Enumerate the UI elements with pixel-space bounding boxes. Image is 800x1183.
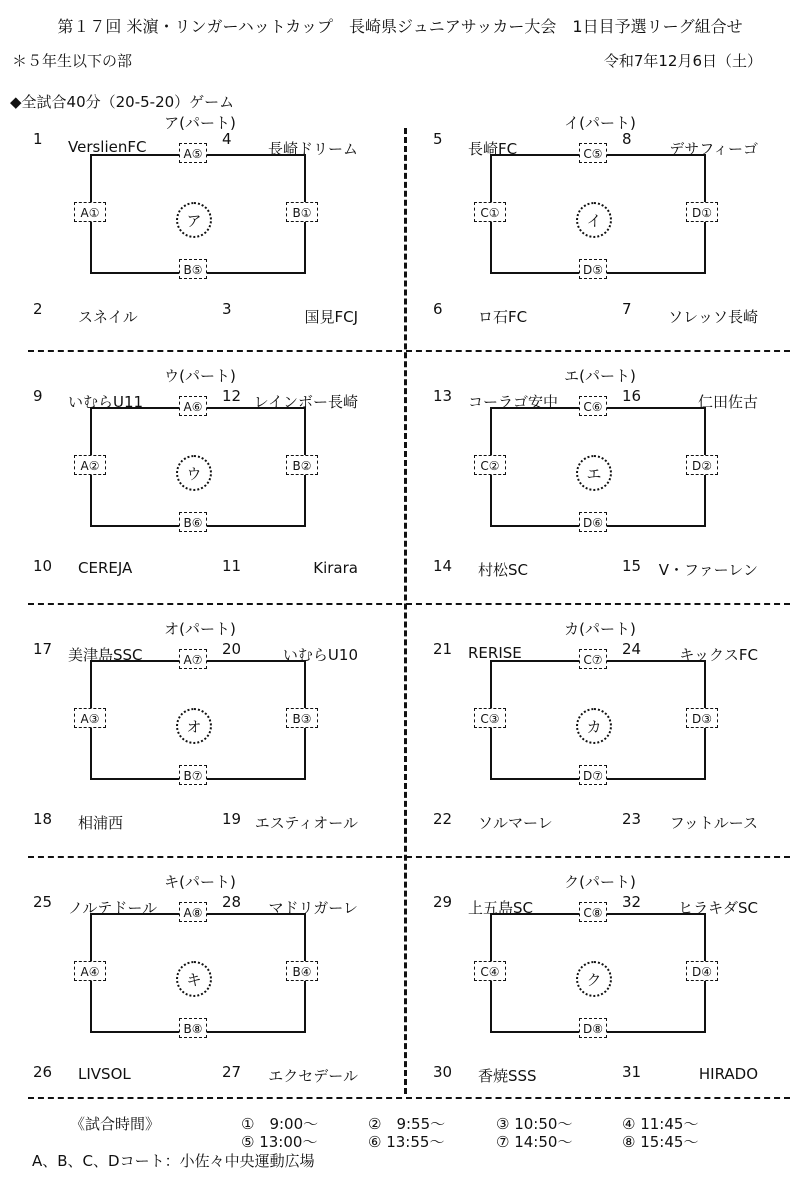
group-center-label: エ <box>576 455 612 491</box>
team-name: 国見FCJ <box>304 308 358 326</box>
team-name: VerslienFC <box>68 138 147 156</box>
team-name: Kirara <box>313 559 358 577</box>
court-marker: B⑥ <box>179 512 207 532</box>
event-date: 令和7年12月6日（土） <box>603 52 762 70</box>
group-center-label: オ <box>176 708 212 744</box>
team-number: 9 <box>33 387 43 405</box>
team-number: 5 <box>433 130 443 148</box>
group-title: キ(パート) <box>164 873 236 891</box>
team-number: 16 <box>622 387 642 405</box>
team-name: LIVSOL <box>78 1065 131 1083</box>
time-slot: ⑦ 14:50～ <box>496 1133 573 1151</box>
team-number: 2 <box>33 300 43 318</box>
court-marker: A⑥ <box>179 396 207 416</box>
group-center-label: イ <box>576 202 612 238</box>
court-marker: D③ <box>686 708 718 728</box>
court-marker: B⑧ <box>179 1018 207 1038</box>
match-format: ◆全試合40分（20-5-20）ゲーム <box>10 93 235 111</box>
court-marker: A① <box>74 202 106 222</box>
time-slot: ⑧ 15:45～ <box>622 1133 699 1151</box>
team-name: エクセデール <box>268 1067 358 1085</box>
team-name: レインボー長崎 <box>253 393 358 411</box>
team-name: V・ファーレン <box>658 561 758 579</box>
court-marker: A④ <box>74 961 106 981</box>
team-number: 18 <box>33 810 53 828</box>
team-number: 26 <box>33 1063 53 1081</box>
court-marker: B⑦ <box>179 765 207 785</box>
time-slot: ② 9:55～ <box>368 1115 446 1133</box>
team-number: 1 <box>33 130 43 148</box>
team-number: 25 <box>33 893 53 911</box>
team-name: CEREJA <box>78 559 133 577</box>
team-number: 23 <box>622 810 642 828</box>
court-marker: D② <box>686 455 718 475</box>
team-number: 32 <box>622 893 642 911</box>
court-marker: C⑤ <box>579 143 607 163</box>
group-center-label: ウ <box>176 455 212 491</box>
team-name: 香焼SSS <box>478 1067 537 1085</box>
court-marker: D① <box>686 202 718 222</box>
category-label: ＊５年生以下の部 <box>12 52 133 70</box>
team-name: ノルテドール <box>68 899 158 917</box>
court-marker: B① <box>286 202 318 222</box>
team-number: 22 <box>433 810 453 828</box>
court-marker: C⑥ <box>579 396 607 416</box>
team-name: HIRADO <box>698 1065 758 1083</box>
team-name: 村松SC <box>478 561 528 579</box>
time-slot: ④ 11:45～ <box>622 1115 699 1133</box>
court-marker: D⑦ <box>579 765 607 785</box>
team-number: 31 <box>622 1063 642 1081</box>
group-block <box>400 620 800 876</box>
team-number: 27 <box>222 1063 242 1081</box>
team-number: 13 <box>433 387 453 405</box>
team-name: いむらU11 <box>68 393 144 411</box>
group-center-label: キ <box>176 961 212 997</box>
team-name: マドリガーレ <box>268 899 358 917</box>
team-name: キックスFC <box>679 646 758 664</box>
team-name: 上五島SC <box>468 899 533 917</box>
team-number: 12 <box>222 387 242 405</box>
group-center-label: ク <box>576 961 612 997</box>
team-name: RERISE <box>468 644 522 662</box>
team-number: 19 <box>222 810 242 828</box>
court-marker: A⑦ <box>179 649 207 669</box>
team-name: フットルース <box>669 814 758 832</box>
team-name: ソルマーレ <box>478 814 553 832</box>
venue-note: A、B、C、Dコート：小佐々中央運動広場 <box>32 1152 315 1170</box>
court-marker: C⑧ <box>579 902 607 922</box>
team-number: 15 <box>622 557 642 575</box>
schedule-label: 《試合時間》 <box>70 1115 161 1133</box>
court-marker: B③ <box>286 708 318 728</box>
group-block <box>400 873 800 1129</box>
group-block <box>0 873 400 1129</box>
group-block <box>400 114 800 370</box>
court-marker: C④ <box>474 961 506 981</box>
court-marker: D⑤ <box>579 259 607 279</box>
group-title: ウ(パート) <box>164 367 236 385</box>
team-number: 3 <box>222 300 232 318</box>
group-title: ア(パート) <box>164 114 236 132</box>
team-name: 美津島SSC <box>68 646 143 664</box>
court-marker: C③ <box>474 708 506 728</box>
group-center-label: ア <box>176 202 212 238</box>
team-name: スネイル <box>78 308 138 326</box>
team-number: 8 <box>622 130 632 148</box>
team-name: エスティオール <box>254 814 358 832</box>
team-name: 長崎ドリーム <box>267 140 358 158</box>
team-number: 17 <box>33 640 53 658</box>
team-number: 6 <box>433 300 443 318</box>
court-marker: D④ <box>686 961 718 981</box>
time-slot: ⑤ 13:00～ <box>241 1133 318 1151</box>
group-title: エ(パート) <box>564 367 636 385</box>
team-number: 28 <box>222 893 242 911</box>
court-marker: A⑧ <box>179 902 207 922</box>
group-block <box>400 367 800 623</box>
group-title: ク(パート) <box>564 873 636 891</box>
court-marker: A② <box>74 455 106 475</box>
time-slot: ③ 10:50～ <box>496 1115 573 1133</box>
team-name: コーラゴ安中 <box>468 393 559 411</box>
team-number: 11 <box>222 557 242 575</box>
team-name: 相浦西 <box>78 814 124 832</box>
document-title: 第１７回 米濵・リンガーハットカップ 長崎県ジュニアサッカー大会 1日目予選リーグ組合せ <box>57 17 743 36</box>
team-name: ヒラキダSC <box>678 899 758 917</box>
court-marker: D⑧ <box>579 1018 607 1038</box>
team-number: 30 <box>433 1063 453 1081</box>
team-name: いむらU10 <box>282 646 358 664</box>
group-title: イ(パート) <box>564 114 636 132</box>
group-block <box>0 367 400 623</box>
team-number: 10 <box>33 557 53 575</box>
time-slot: ① 9:00～ <box>241 1115 319 1133</box>
team-name: デサフィーゴ <box>669 140 758 158</box>
team-number: 7 <box>622 300 632 318</box>
group-title: オ(パート) <box>164 620 236 638</box>
team-name: 長崎FC <box>468 140 518 158</box>
group-title: カ(パート) <box>564 620 636 638</box>
team-number: 21 <box>433 640 453 658</box>
court-marker: A③ <box>74 708 106 728</box>
team-name: ロ石FC <box>478 308 528 326</box>
time-slot: ⑥ 13:55～ <box>368 1133 445 1151</box>
court-marker: B⑤ <box>179 259 207 279</box>
group-block <box>0 620 400 876</box>
team-number: 4 <box>222 130 232 148</box>
team-number: 24 <box>622 640 642 658</box>
team-name: 仁田佐古 <box>697 393 758 411</box>
court-marker: B④ <box>286 961 318 981</box>
group-center-label: カ <box>576 708 612 744</box>
court-marker: D⑥ <box>579 512 607 532</box>
team-number: 29 <box>433 893 453 911</box>
court-marker: A⑤ <box>179 143 207 163</box>
group-block <box>0 114 400 370</box>
team-number: 14 <box>433 557 453 575</box>
court-marker: C② <box>474 455 506 475</box>
team-number: 20 <box>222 640 242 658</box>
court-marker: B② <box>286 455 318 475</box>
court-marker: C① <box>474 202 506 222</box>
team-name: ソレッソ長崎 <box>668 308 758 326</box>
court-marker: C⑦ <box>579 649 607 669</box>
